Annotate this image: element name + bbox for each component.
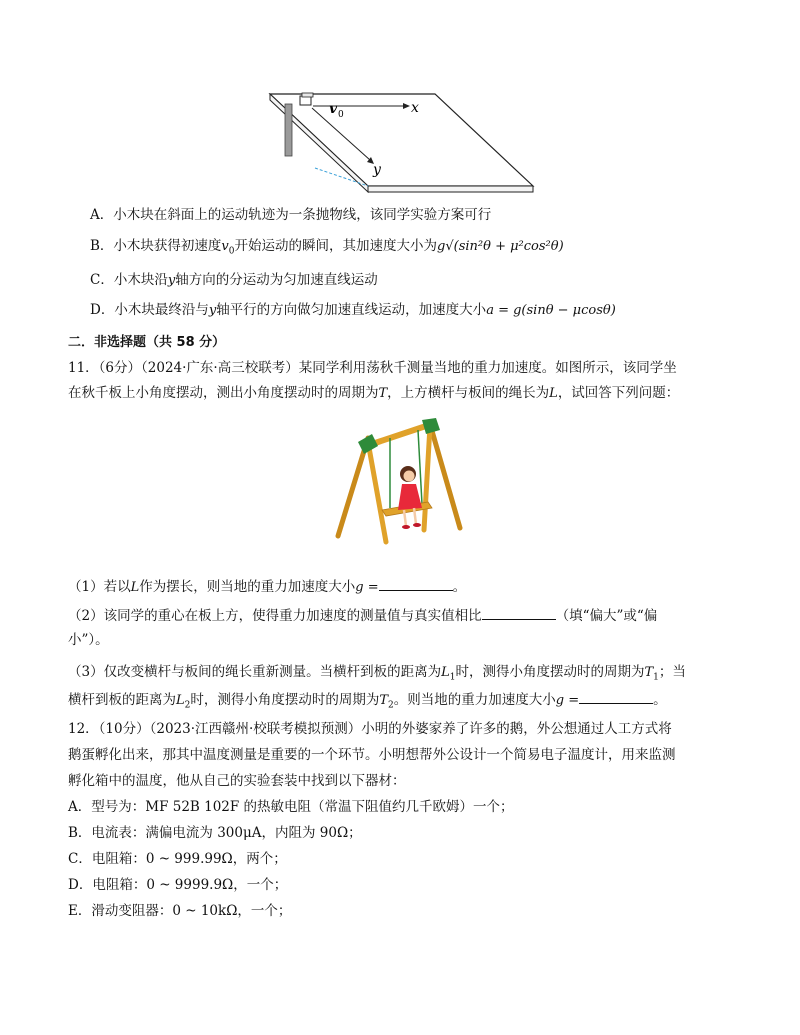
q11-sub3-l2: L	[176, 693, 185, 708]
q11-line2-a: 在秋千板上小角度摆动，测出小角度摆动时的周期为	[68, 385, 379, 401]
q12-line3: 孵化箱中的温度，他从自己的实验套装中找到以下器材：	[68, 773, 406, 789]
v0-label: v	[329, 101, 338, 117]
option-c-prefix: C．小木块沿	[90, 272, 168, 288]
swing-figure	[328, 418, 478, 548]
q11-sub3-end: 。	[653, 692, 667, 708]
q11-sub3-l2-sub: 2	[184, 700, 191, 711]
q11-sub3-line2	[68, 690, 667, 716]
option-d-formula: a = g(sinθ − μcosθ)	[486, 303, 616, 318]
q12-line2: 鹅蛋孵化出来，那其中温度测量是重要的一个环节。小明想帮外公设计一个简易电子温度计，用来监测	[68, 747, 676, 763]
q11-sub1-c: 。	[452, 579, 467, 595]
q11-sub3-b: 时，测得小角度摆动时的周期为	[455, 664, 645, 680]
answer-blank-2[interactable]	[482, 606, 556, 620]
q11-sub3-g: g =	[555, 693, 580, 708]
option-a: A．小木块在斜面上的运动轨迹为一条抛物线，该同学实验方案可行	[90, 207, 492, 223]
q11-sub3-l1-sub: 1	[449, 672, 456, 683]
q11-sub3-t2-sub: 2	[388, 700, 394, 711]
incline-figure	[265, 88, 540, 196]
q12-line1: 12．（10分）（2023·江西赣州·校联考模拟预测）小明的外婆家养了许多的鹅，外公想通过人工方式将	[68, 721, 672, 737]
option-b-formula: g√(sin²θ + μ²cos²θ)	[437, 239, 564, 254]
q11-sub3-f: 。则当地的重力加速度大小	[393, 692, 556, 708]
q11-sub3-d: 横杆到板的距离为	[68, 692, 176, 708]
option-b-prefix: B．小木块获得初速度	[90, 238, 222, 254]
option-c	[90, 270, 378, 291]
q11-sub1-g: g =	[355, 580, 379, 595]
option-d-middle: 轴平行的方向做匀加速直线运动，加速度大小	[216, 302, 487, 318]
q11-sub2-text: （2）该同学的重心在板上方，使得重力加速度的测量值与真实值相比	[68, 608, 482, 624]
option-b	[90, 236, 564, 262]
q11-line1: 11．（6分）（2024·广东·高三校联考）某同学利用荡秋千测量当地的重力加速度。如图所示，该同学坐	[68, 360, 677, 376]
q11-sub1-b: 作为摆长，则当地的重力加速度大小	[139, 579, 356, 595]
answer-blank-1[interactable]	[379, 577, 453, 591]
q11-sub3-t1-sub: 1	[653, 672, 659, 683]
option-d-prefix: D．小木块最终沿与	[90, 302, 209, 318]
option-d	[90, 300, 616, 321]
q12-item-a: A．型号为：MF 52B 102F 的热敏电阻（常温下阻值约几千欧姆）一个；	[68, 799, 514, 815]
section-title: 二．非选择题（共 58 分）	[68, 335, 226, 350]
q11-sub3-line1	[68, 662, 686, 688]
q11-sub3-t2: T	[379, 693, 389, 708]
q11-sub3-l1: L	[441, 665, 450, 680]
option-b-v0: v	[221, 239, 229, 254]
q11-line2	[68, 383, 679, 404]
option-d-var: y	[208, 303, 217, 318]
q11-line2-c: ，试回答下列问题：	[557, 385, 680, 401]
q12-item-b: B．电流表：满偏电流为 300μA，内阻为 90Ω；	[68, 825, 362, 841]
option-b-middle: 开始运动的瞬间，其加速度大小为	[234, 238, 438, 254]
q11-sub2-line2: 小”）。	[68, 632, 109, 648]
option-c-var: y	[167, 273, 176, 288]
v0-subscript: 0	[338, 110, 344, 120]
x-axis-label: x	[411, 100, 419, 116]
q11-sub3-a: （3）仅改变横杆与板间的绳长重新测量。当横杆到板的距离为	[68, 664, 442, 680]
q11-sub2-end: （填“偏大”或“偏	[555, 608, 658, 624]
answer-blank-3[interactable]	[579, 690, 653, 704]
q12-item-e: E．滑动变阻器：0 ~ 10kΩ，一个；	[68, 903, 292, 919]
q11-sub2-line1	[68, 606, 657, 626]
q11-sub3-t1: T	[644, 665, 654, 680]
q11-line2-b: ，上方横杆与板间的绳长为	[387, 385, 550, 401]
q11-sub1	[68, 577, 466, 598]
q12-item-d: D．电阻箱：0 ~ 9999.9Ω，一个；	[68, 877, 288, 893]
q12-item-c: C．电阻箱：0 ~ 999.99Ω，两个；	[68, 851, 287, 867]
q11-sub1-a: （1）若以	[68, 579, 131, 595]
q11-sub3-e: 时，测得小角度摆动时的周期为	[190, 692, 380, 708]
q11-sub3-c: ；当	[658, 664, 686, 680]
q11-sub1-l: L	[130, 580, 140, 595]
q11-var-t: T	[378, 386, 388, 401]
q11-var-l: L	[549, 386, 558, 401]
option-c-suffix: 轴方向的分运动为匀加速直线运动	[175, 272, 378, 288]
y-axis-label: y	[373, 162, 381, 178]
option-b-v0-sub: 0	[228, 246, 235, 257]
